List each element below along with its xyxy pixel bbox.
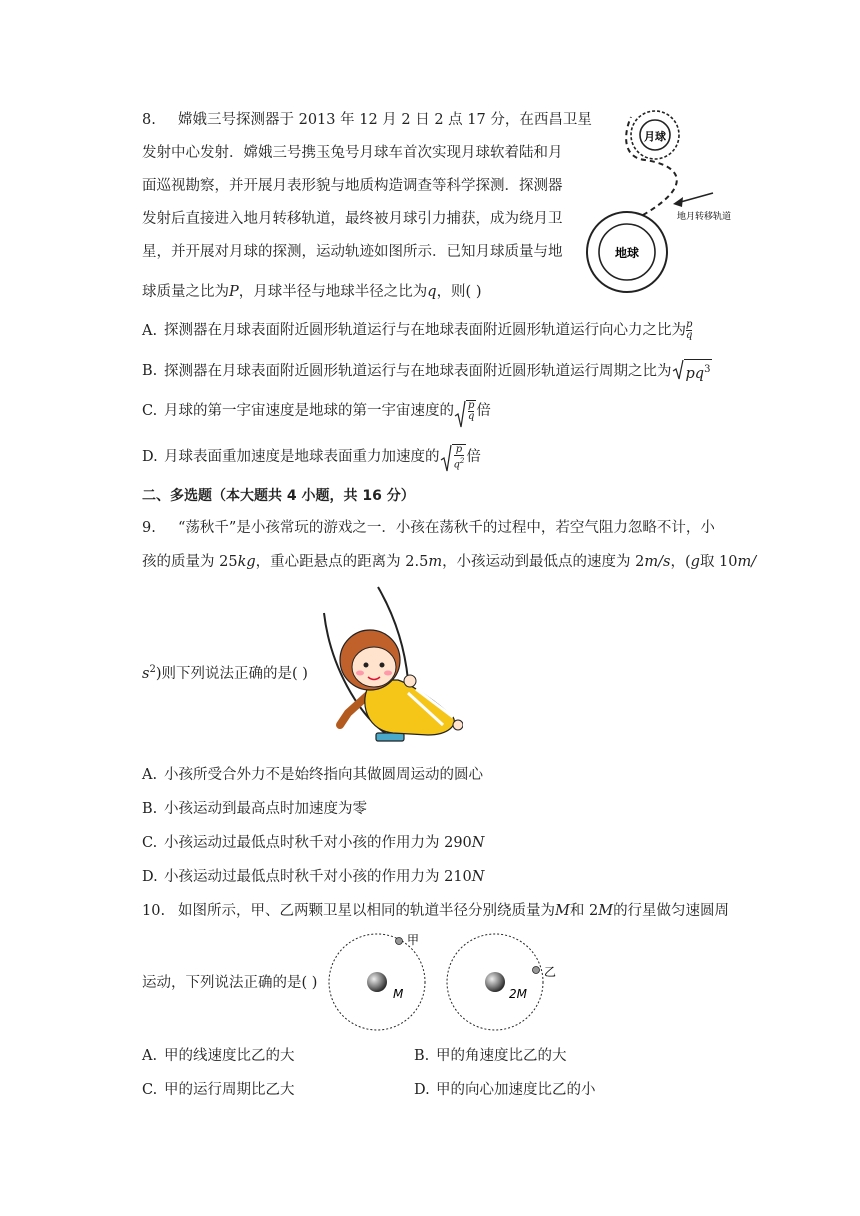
q9-line-1: 9. “荡秋千”是小孩常玩的游戏之一．小孩在荡秋千的过程中，若空气阻力忽略不计，小	[142, 520, 715, 536]
q8-line-1: 8. 嫦娥三号探测器于 2013 年 12 月 2 日 2 点 17 分，在西昌卫星	[142, 112, 592, 128]
square-root: $\frac{p}{q}$	[454, 400, 476, 422]
q8-line-4: 发射后直接进入地月转移轨道，最终被月球引力捕获，成为绕月卫	[142, 211, 563, 227]
q8-orbit-figure	[585, 105, 760, 305]
planet-2m-label: 2M	[509, 987, 527, 1001]
q9-option-c: C. 小孩运动过最低点时秋千对小孩的作用力为 290N	[142, 835, 485, 851]
earth-label: 地球	[614, 246, 640, 260]
q9-line-3: $s^2$)则下列说法正确的是( )	[142, 664, 308, 682]
q9-option-a: A. 小孩所受合外力不是始终指向其做圆周运动的圆心	[142, 767, 483, 783]
q9-option-b: B. 小孩运动到最高点时加速度为零	[142, 801, 367, 817]
q8-line-6: 球质量之比为P，月球半径与地球半径之比为q，则( )	[142, 284, 482, 300]
q9-option-d: D. 小孩运动过最低点时秋千对小孩的作用力为 210N	[142, 869, 485, 885]
q10-option-d: D. 甲的向心加速度比乙的小	[414, 1082, 596, 1098]
transfer-orbit-label: 地月转移轨道	[677, 212, 732, 222]
q9-swing-girl-figure	[318, 585, 463, 750]
square-root: $pq^3$	[672, 359, 713, 384]
q8-line-3: 面巡视勘察，并开展月表形貌与地质构造调查等科学探测．探测器	[142, 178, 563, 194]
fraction: $\frac{p}{q}$	[686, 319, 693, 341]
q10-line-1: 10. 如图所示，甲、乙两颗卫星以相同的轨道半径分别绕质量为M和 2M的行星做匀速圆周	[142, 903, 730, 919]
q8-number: 8.	[142, 112, 156, 128]
q10-line-2: 运动，下列说法正确的是( )	[142, 975, 318, 991]
q8-line-5: 星，并开展对月球的探测，运动轨迹如图所示．已知月球质量与地	[142, 244, 563, 260]
section-heading-multiple-choice: 二、多选题（本大题共 4 小题，共 16 分）	[142, 488, 415, 504]
q10-number: 10.	[142, 903, 166, 919]
square-root: $\frac{p}{q^2}$	[440, 444, 467, 470]
q10-option-a: A. 甲的线速度比乙的大	[142, 1048, 295, 1064]
q10-option-b: B. 甲的角速度比乙的大	[414, 1048, 567, 1064]
q10-option-c: C. 甲的运行周期比乙大	[142, 1082, 295, 1098]
q10-satellites-figure	[325, 930, 560, 1035]
moon-label: 月球	[644, 130, 666, 143]
q8-option-b: B. 探测器在月球表面附近圆形轨道运行与在地球表面附近圆形轨道运行周期之比为 $pq^3$	[142, 359, 712, 384]
q8-option-a: A. 探测器在月球表面附近圆形轨道运行与在地球表面附近圆形轨道运行向心力之比为 $\frac{p}{q}$	[142, 319, 693, 341]
q8-line-2: 发射中心发射．嫦娥三号携玉兔号月球车首次实现月球软着陆和月	[142, 145, 563, 161]
q9-line-2: 孩的质量为 25kg，重心距悬点的距离为 2.5m，小孩运动到最低点的速度为 2m/s，(g取 10m/	[142, 554, 757, 570]
satellite-yi-label: 乙	[544, 965, 557, 979]
q9-number: 9.	[142, 520, 156, 536]
q8-option-c: C. 月球的第一宇宙速度是地球的第一宇宙速度的 $\frac{p}{q}$ 倍	[142, 400, 491, 422]
planet-m-label: M	[393, 987, 404, 1001]
q8-option-d: D. 月球表面重加速度是地球表面重力加速度的 $\frac{p}{q^2}$ 倍	[142, 444, 481, 471]
satellite-jia-label: 甲	[407, 933, 420, 947]
